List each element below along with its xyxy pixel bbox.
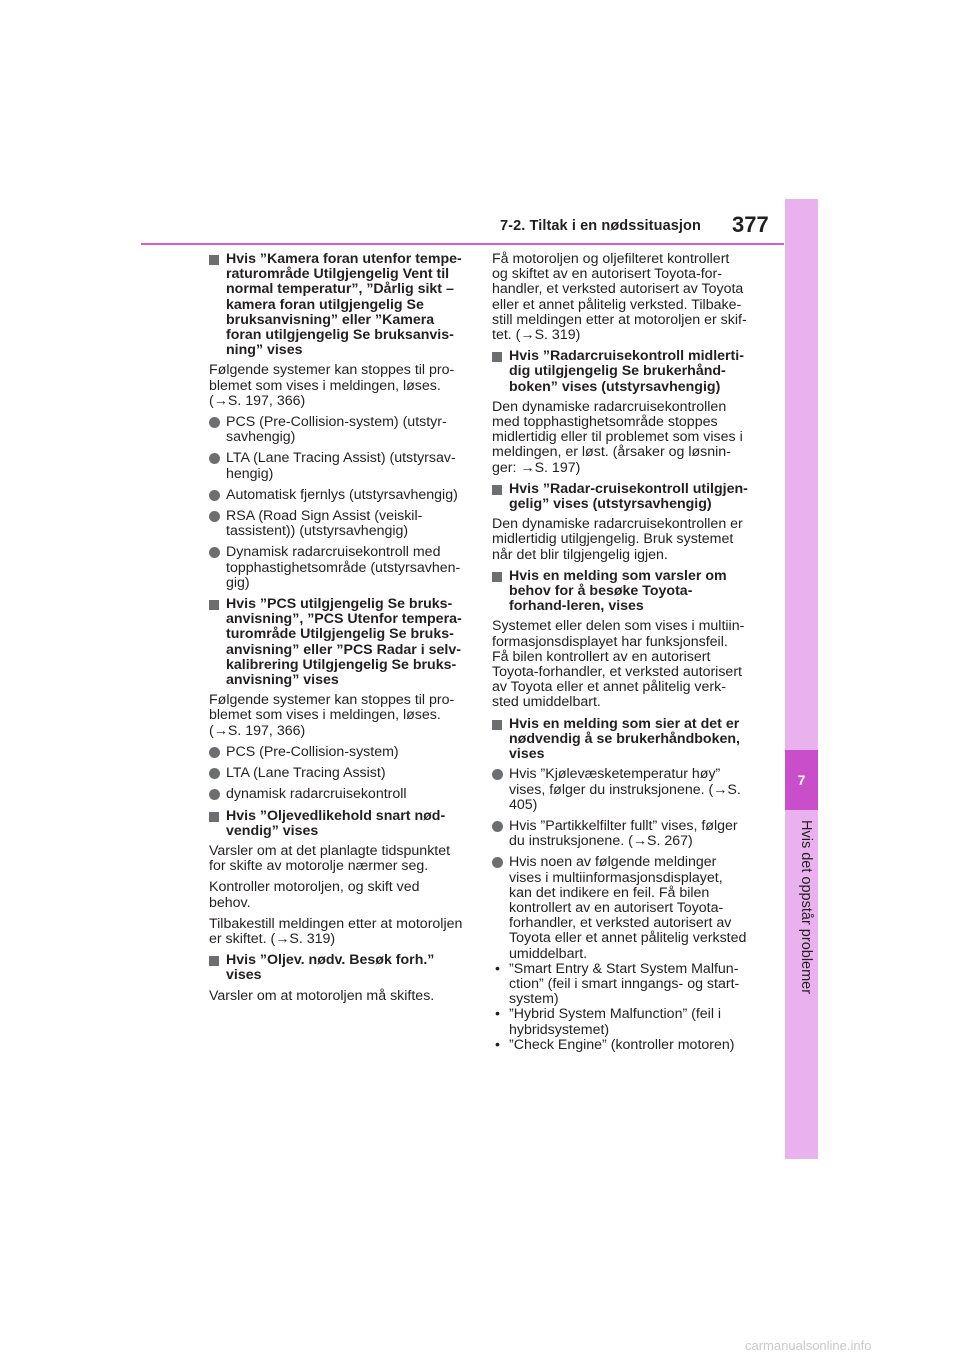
- watermark: carmanualsonline.info: [745, 1338, 872, 1353]
- paragraph: Følgende systemer kan stoppes til pro-blemet som vises i meldingen, løses. (→S. 197, 366): [209, 692, 455, 739]
- list-item: Hvis noen av følgende meldinger vises i multiinformasjonsdisplayet, kan det indikere en feil. Få bilen kontrollert av en autorisert Toyota-forhandler, et verksted autorisert av Toyota eller et annet pålitelig verksted umiddelbart.: [492, 855, 748, 961]
- heading-radar-cruise-temporary: Hvis ”Radarcruisekontroll midlerti-dig utilgjengelig Se brukerhånd-boken” vises (utstyrsavhengig): [492, 349, 748, 395]
- list-item: PCS (Pre-Collision-system): [209, 745, 465, 760]
- message-bullet: • ”Smart Entry & Start System Malfun-ction” (feil i smart inngangs- og start-system): [495, 960, 740, 1008]
- square-bullet-icon: [209, 956, 219, 966]
- paragraph: Den dynamiske radarcruisekontrollen med topphastighetsområde stoppes midlertidig eller til problemet som vises i meldingen, er løst. (årsaker og løsnin-ger: →S. 197): [492, 398, 743, 476]
- list-item: RSA (Road Sign Assist (veiskil-tassistent)) (utstyrsavhengig): [209, 509, 465, 539]
- list-item: Hvis ”Kjølevæsketemperatur høy” vises, følger du instruksjonene. (→S. 405): [492, 767, 748, 813]
- circle-bullet-icon: [209, 789, 220, 800]
- circle-bullet-icon: [492, 857, 503, 868]
- square-bullet-icon: [209, 600, 219, 610]
- message-bullet: • ”Hybrid System Malfunction” (feil i hybridsystemet): [495, 1006, 722, 1038]
- circle-bullet-icon: [209, 547, 220, 558]
- paragraph: Kontroller motoroljen, og skift ved behov.: [209, 879, 420, 911]
- heading-see-manual: Hvis en melding som sier at det er nødvendig å se brukerhåndboken, vises: [492, 717, 748, 763]
- square-bullet-icon: [492, 485, 502, 495]
- section-title: 7-2. Tiltak i en nødssituasjon: [500, 218, 701, 234]
- list-item: LTA (Lane Tracing Assist): [209, 766, 465, 781]
- square-bullet-icon: [492, 352, 502, 362]
- paragraph: Tilbakestill meldingen etter at motoroljen er skiftet. (→S. 319): [209, 915, 463, 947]
- square-bullet-icon: [492, 572, 502, 582]
- paragraph: Følgende systemer kan stoppes til pro-blemet som vises i meldingen, løses. (→S. 197, 366): [209, 362, 455, 409]
- heading-radar-cruise-unavailable: Hvis ”Radar-cruisekontroll utilgjen-gelig” vises (utstyrsavhengig): [492, 482, 748, 512]
- header-rule: [141, 243, 784, 245]
- paragraph: Få motoroljen og oljefilteret kontrollert og skiftet av en autorisert Toyota-for-handler, et verksted autorisert av Toyota eller et annet pålitelig verksted. Tilbake-still meldingen etter at motoroljen er skif-tet. (→S. 319): [492, 251, 747, 344]
- chapter-number: 7: [785, 750, 818, 810]
- list-item: Hvis ”Partikkelfilter fullt” vises, følger du instruksjonene. (→S. 267): [492, 819, 748, 849]
- chapter-title: Hvis det oppstår problemer: [798, 820, 814, 995]
- heading-camera-unavailable: Hvis ”Kamera foran utenfor tempe-raturområde Utilgjengelig Vent til normal temperatur”, ”Dårlig sikt – kamera foran utilgjengelig Se bruksanvisning” eller ”Kamera foran utilgjengelig Se bruksanvis-ning” vises: [209, 252, 465, 358]
- circle-bullet-icon: [492, 769, 503, 780]
- square-bullet-icon: [492, 720, 502, 730]
- heading-oil-required: Hvis ”Oljev. nødv. Besøk forh.” vises: [209, 953, 465, 983]
- left-column: [209, 252, 465, 1010]
- list-item: Dynamisk radarcruisekontroll med topphastighetsområde (utstyrsavhen-gig): [209, 545, 465, 591]
- paragraph: Systemet eller delen som vises i multiin-formasjonsdisplayet har funksjonsfeil. Få bilen kontrollert av en autorisert Toyota-forhandler, et verksted autorisert av Toyota eller et annet pålitelig verk-sted umiddelbart.: [492, 618, 745, 711]
- circle-bullet-icon: [209, 417, 220, 428]
- paragraph: Varsler om at motoroljen må skiftes.: [209, 987, 435, 1004]
- circle-bullet-icon: [209, 490, 220, 501]
- circle-bullet-icon: [209, 747, 220, 758]
- list-item: dynamisk radarcruisekontroll: [209, 787, 465, 802]
- circle-bullet-icon: [209, 768, 220, 779]
- heading-visit-dealer: Hvis en melding som varsler om behov for å besøke Toyota-forhand-leren, vises: [492, 569, 748, 615]
- right-column: [492, 252, 748, 1053]
- heading-oil-maintenance: Hvis ”Oljevedlikehold snart nød-vendig” vises: [209, 809, 465, 839]
- circle-bullet-icon: [209, 453, 220, 464]
- message-bullet: • ”Check Engine” (kontroller motoren): [495, 1036, 735, 1053]
- list-item: PCS (Pre-Collision-system) (utstyr-savhengig): [209, 415, 465, 445]
- list-item: LTA (Lane Tracing Assist) (utstyrsav-hengig): [209, 451, 465, 481]
- page-number: 377: [732, 212, 769, 237]
- heading-pcs-unavailable: Hvis ”PCS utilgjengelig Se bruks-anvisning”, ”PCS Utenfor tempera-turområde Utilgjengelig Se bruks-anvisning” eller ”PCS Radar i selv-kalibrering Utilgjengelig Se bruks-anvisning” vises: [209, 597, 465, 688]
- circle-bullet-icon: [492, 821, 503, 832]
- list-item: Automatisk fjernlys (utstyrsavhengig): [209, 488, 465, 503]
- paragraph: Den dynamiske radarcruisekontrollen er midlertidig utilgjengelig. Bruk systemet når det blir tilgjengelig igjen.: [492, 516, 743, 563]
- square-bullet-icon: [209, 812, 219, 822]
- square-bullet-icon: [209, 255, 219, 265]
- circle-bullet-icon: [209, 511, 220, 522]
- paragraph: Varsler om at det planlagte tidspunktet for skifte av motorolje nærmer seg.: [209, 842, 451, 875]
